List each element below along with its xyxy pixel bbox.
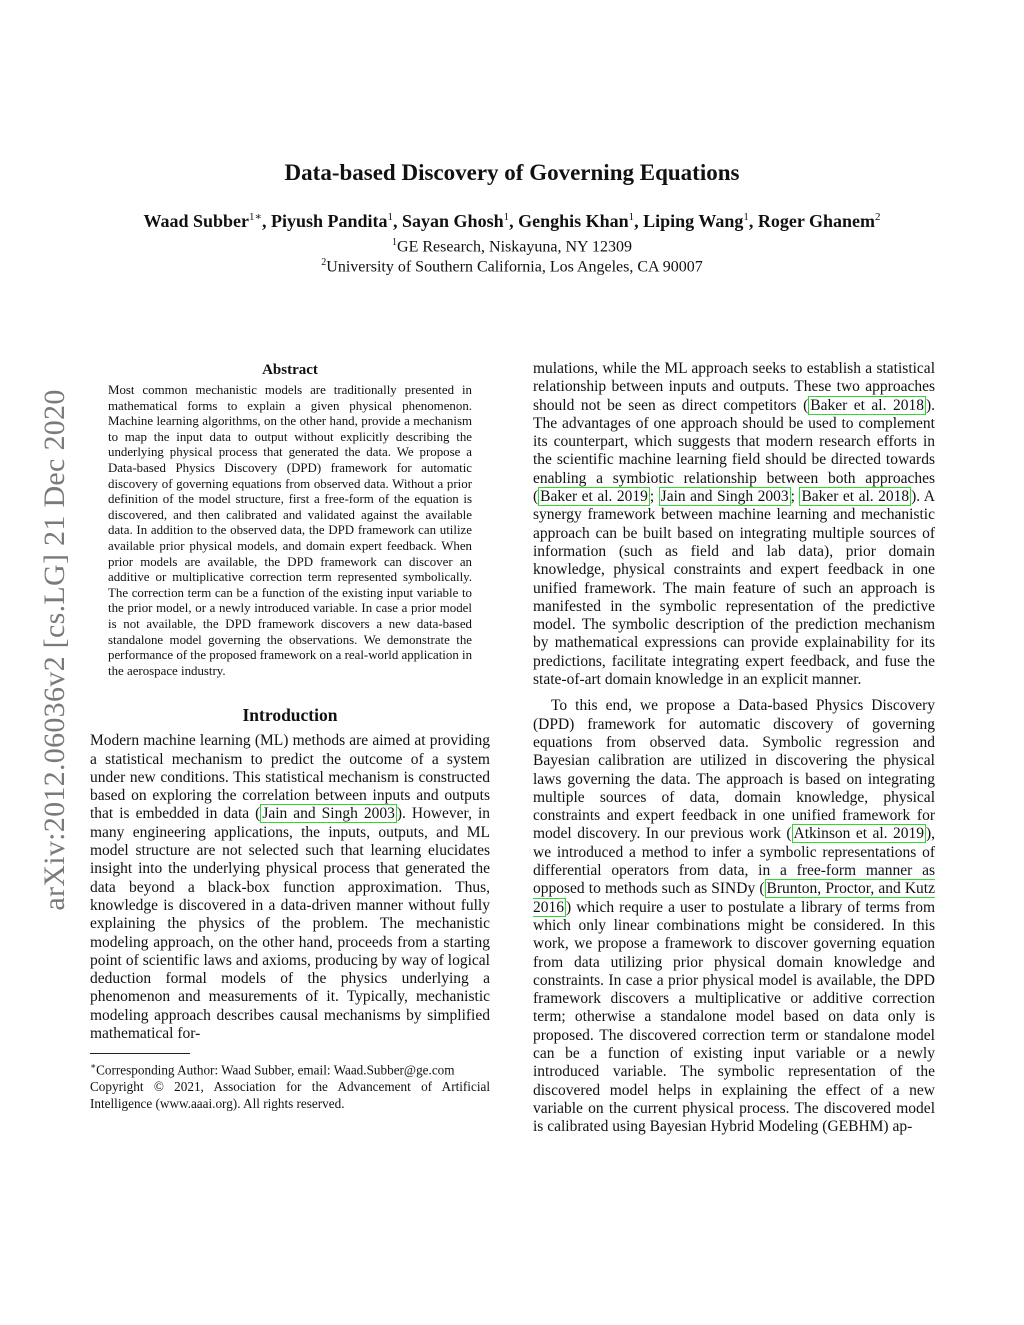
citation-link[interactable]: Baker et al. 2019 (540, 488, 648, 506)
body-paragraph: To this end, we propose a Data-based Physics Discovery (DPD) framework for automatic discovery of governing equations from observed data. Symbolic regression and Bayesian calibration are utilized in discovering the physical laws governing the data. The approach is based on integrating multiple sources of data, domain knowledge, physical constraints and expert feedback in one unified framework for model discovery. In our previous work ( Atkinson et al. 2019 ), we introduced a method to infer a symbolic representations of differential operators from data, in a free-form manner as opposed to methods such as SINDy ( Brunton, Proctor, and Kutz 2016 ) which require a user to postulate a library of terms from which only linear combinations might be considered. In this work, we propose a framework to discover governing equation from data utilizing prior physical domain knowledge and constraints. In case a prior physical model is available, the DPD framework discovers a multiplicative or additive correction term; otherwise a standalone model based on data only is proposed. The discovered correction term or standalone model can be a function of existing input variable or a newly introduced variable. The symbolic representation of the discovered model helps in explaining the effect of a new variable on the current physical process. The discovered model is calibrated using Bayesian Hybrid Modeling (GEBHM) ap- (533, 697, 936, 1136)
author-affiliation-mark: 2 (875, 211, 881, 223)
author-affiliation-mark: 1 (743, 211, 749, 223)
arxiv-identifier-stamp: arXiv:2012.06036v2 [cs.LG] 21 Dec 2020 (38, 389, 71, 911)
affiliation (0, 257, 1024, 276)
introduction-paragraph: Modern machine learning (ML) methods are aimed at providing a statistical mechanism to predict the outcome of a system under new conditions. This statistical mechanism is constructed based on exploring the correlation between inputs and outputs that is embedded in data ( Jain and Singh 2003 ). However, in many engineering applications, the inputs, outputs, and ML model structure are not selected such that learning elucidates insight into the underlying physical process that generated the data beyond a black-box function approximation. Thus, knowledge is discovered in a data-driven manner without fully explaining the physics of the problem. The mechanistic modeling approach, on the other hand, proceeds from a starting point of scientific laws and axioms, producing by way of logical deduction formal models of the physics underlying a phenomenon and measurements of it. Typically, mechanistic modeling approach describes causal mechanisms by simplified mathematical for- (90, 732, 490, 1043)
author-name: Genghis Khan (518, 211, 629, 231)
author-name: Liping Wang (643, 211, 744, 231)
author-list: Waad Subber$^{1∗}$, Piyush Pandita$^1$, Sayan Ghosh$^1$, Genghis Khan$^1$, Liping Wang$^1$, Roger Ghanem$^2$ (143, 211, 881, 231)
citation-link[interactable]: Baker et al. 2018 (801, 488, 910, 506)
author-affiliation-mark: 1 (628, 211, 635, 223)
body-paragraph: mulations, while the ML approach seeks to establish a statistical relationship between inputs and outputs. These two approaches should not be seen as direct competitors ( Baker et al. 2018 ). The advantages of one approach should be used to complement its counterpart, which suggests that modern research efforts in the scientific machine learning field should be directed towards enabling a symbiotic relationship between both approaches ( Baker et al. 2019 ; Jain and Singh 2003 ; Baker et al. 2018 ). A synergy framework between machine learning and mechanistic approach can be built based on integrating multiple sources of information (such as field and lab data), prior domain knowledge, physical constraints and expert feedback in one unified framework. The main feature of such an approach is manifested in the symbolic representation of the predictive model. The symbolic description of the prediction mechanism by mathematical expressions can provide explainability for its predictions, facilitate integrating expert feedback, and fuse the state-of-art domain knowledge in an explicit manner. (533, 360, 935, 689)
affiliation (0, 237, 1024, 256)
citation-link[interactable]: Atkinson et al. 2019 (793, 825, 924, 843)
introduction-heading: Introduction (242, 705, 338, 726)
abstract-heading: Abstract (262, 362, 318, 378)
footnote-rule (90, 1053, 190, 1054)
citation-link[interactable]: Brunton, Proctor, and Kutz 2016 (533, 880, 935, 916)
footnote-copyright: Copyright © 2021, Association for the Advancement of Artificial Intelligence (www.aaai.org). All rights reserved. (90, 1079, 490, 1111)
affiliation-text: University of Southern California, Los Angeles, CA 90007 (326, 258, 703, 276)
author-name: Waad Subber (143, 211, 249, 231)
citation-link[interactable]: Jain and Singh 2003 (660, 488, 789, 506)
author-affiliation-mark: 1 (503, 211, 510, 223)
author-affiliation-mark: 1∗ (249, 211, 262, 223)
paper-title: Data-based Discovery of Governing Equations (284, 160, 740, 185)
abstract-text: Most common mechanistic models are traditionally presented in mathematical forms to explain a given physical phenomenon. Machine learning algorithms, on the other hand, provide a mechanism to map the input data to output without explicitly describing the underlying physical process that generated the data. We propose a Data-based Physics Discovery (DPD) framework for automatic discovery of governing equations from observed data. Without a prior definition of the model structure, first a free-form of the equation is discovered, and then calibrated and validated against the available data. In addition to the observed data, the DPD framework can utilize available prior physical models, and domain expert feedback. When prior models are available, the DPD framework can discover an additive or multiplicative correction term represented symbolically. The correction term can be a function of the existing input variable to the prior model, or a newly introduced variable. In case a prior model is not available, the DPD framework discovers a new data-based standalone model governing the observations. We demonstrate the performance of the proposed framework on a real-world application in the aerospace industry. (108, 383, 473, 678)
author-name: Sayan Ghosh (402, 211, 504, 231)
author-name: Piyush Pandita (270, 211, 388, 231)
affiliation-text: GE Research, Niskayuna, NY 12309 (397, 238, 632, 256)
citation-link[interactable]: Jain and Singh 2003 (262, 805, 395, 823)
author-affiliation-mark: 1 (387, 211, 394, 223)
right-column (533, 360, 935, 1136)
left-column (90, 362, 490, 1112)
citation-link[interactable]: Baker et al. 2018 (810, 396, 924, 414)
affiliation-mark: 2 (321, 257, 327, 268)
affiliation-mark: 1 (392, 237, 398, 248)
footnote-corresponding-author: ∗Corresponding Author: Waad Subber, email: Waad.Subber@ge.com (90, 1061, 455, 1078)
author-name: Roger Ghanem (757, 211, 876, 231)
